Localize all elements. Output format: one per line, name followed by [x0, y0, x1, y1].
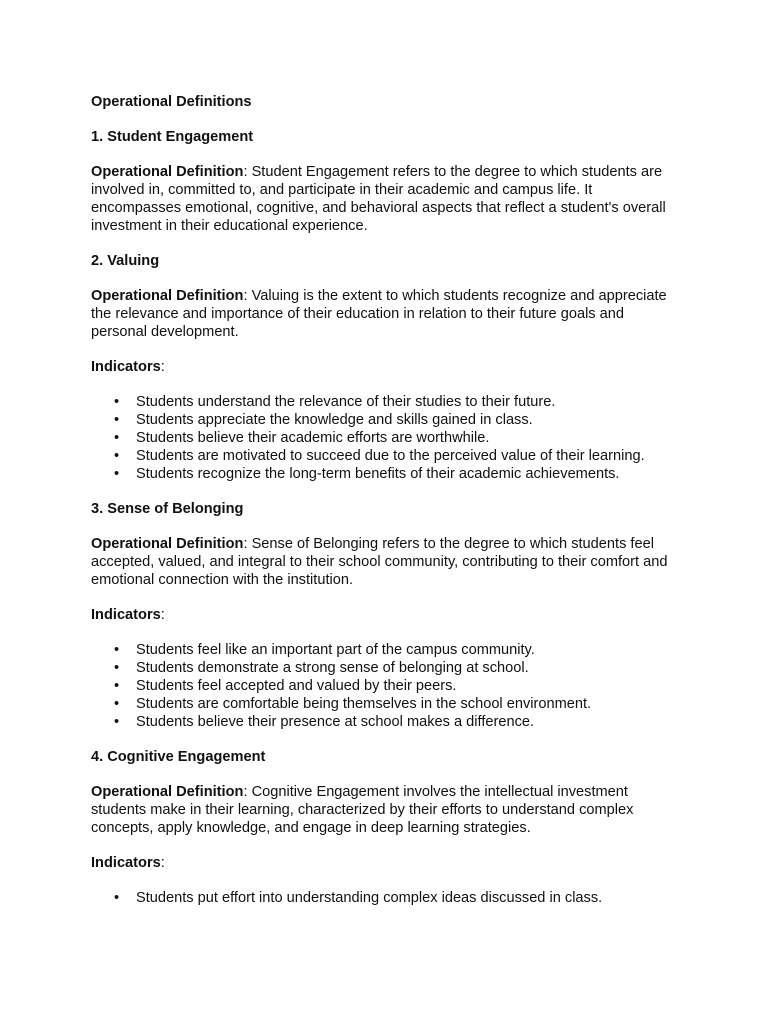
- definition-label: Operational Definition: [91, 536, 244, 552]
- definition-colon: :: [243, 164, 248, 180]
- section-cognitive-engagement: [91, 748, 681, 907]
- section-heading: 3. Sense of Belonging: [91, 501, 244, 517]
- list-item: • Students are motivated to succeed due to the perceived value of their learning.: [136, 447, 681, 465]
- indicator-list: [91, 641, 681, 731]
- definition-text: Valuing is the extent to which students recognize and appreciate the relevance and importance of their education in relation to their future goals and personal development.: [91, 288, 667, 340]
- indicators-label: Indicators: [91, 607, 161, 623]
- definition-label: Operational Definition: [91, 784, 244, 800]
- definition-colon: :: [243, 536, 248, 552]
- operational-definition: [91, 535, 681, 589]
- list-item: • Students appreciate the knowledge and skills gained in class.: [136, 411, 681, 429]
- operational-definition: [91, 783, 681, 837]
- list-item: • Students feel like an important part of the campus community.: [136, 641, 681, 659]
- indicator-list: [91, 889, 681, 907]
- operational-definition: [91, 287, 681, 341]
- section-heading: 1. Student Engagement: [91, 129, 254, 145]
- indicators-colon: :: [160, 855, 165, 871]
- indicators-label: Indicators: [91, 855, 161, 871]
- list-item: • Students feel accepted and valued by their peers.: [136, 677, 681, 695]
- definition-colon: :: [243, 784, 248, 800]
- indicators-colon: :: [160, 359, 165, 375]
- definition-colon: :: [243, 288, 248, 304]
- list-item: • Students believe their presence at school makes a difference.: [136, 713, 681, 731]
- indicators-heading: [91, 606, 681, 624]
- section-sense-of-belonging: [91, 500, 681, 731]
- section-heading: 2. Valuing: [91, 253, 160, 269]
- list-item: • Students are comfortable being themselves in the school environment.: [136, 695, 681, 713]
- list-item: • Students understand the relevance of their studies to their future.: [136, 393, 681, 411]
- indicators-label: Indicators: [91, 359, 161, 375]
- document-title: Operational Definitions: [91, 94, 252, 110]
- definition-text: Student Engagement refers to the degree to which students are involved in, committed to, and participate in their academic and campus life. It encompasses emotional, cognitive, and behavioral aspects that reflect a student's overall investment in their educational experience.: [91, 164, 666, 234]
- indicator-list: [91, 393, 681, 483]
- definition-label: Operational Definition: [91, 288, 244, 304]
- section-student-engagement: [91, 128, 681, 235]
- section-heading: 4. Cognitive Engagement: [91, 749, 266, 765]
- section-valuing: [91, 252, 681, 483]
- definition-text: Cognitive Engagement involves the intellectual investment students make in their learning, characterized by their efforts to understand complex concepts, apply knowledge, and engage in deep learning strategies.: [91, 784, 634, 836]
- definition-label: Operational Definition: [91, 164, 244, 180]
- list-item: • Students believe their academic efforts are worthwhile.: [136, 429, 681, 447]
- list-item: • Students demonstrate a strong sense of belonging at school.: [136, 659, 681, 677]
- list-item: • Students recognize the long-term benefits of their academic achievements.: [136, 465, 681, 483]
- list-item: • Students put effort into understanding complex ideas discussed in class.: [136, 889, 681, 907]
- document-page: [91, 93, 681, 924]
- operational-definition: [91, 163, 681, 235]
- indicators-colon: :: [160, 607, 165, 623]
- definition-text: Sense of Belonging refers to the degree to which students feel accepted, valued, and integral to their school community, contributing to their comfort and emotional connection with the institution.: [91, 536, 668, 588]
- indicators-heading: [91, 854, 681, 872]
- indicators-heading: [91, 358, 681, 376]
